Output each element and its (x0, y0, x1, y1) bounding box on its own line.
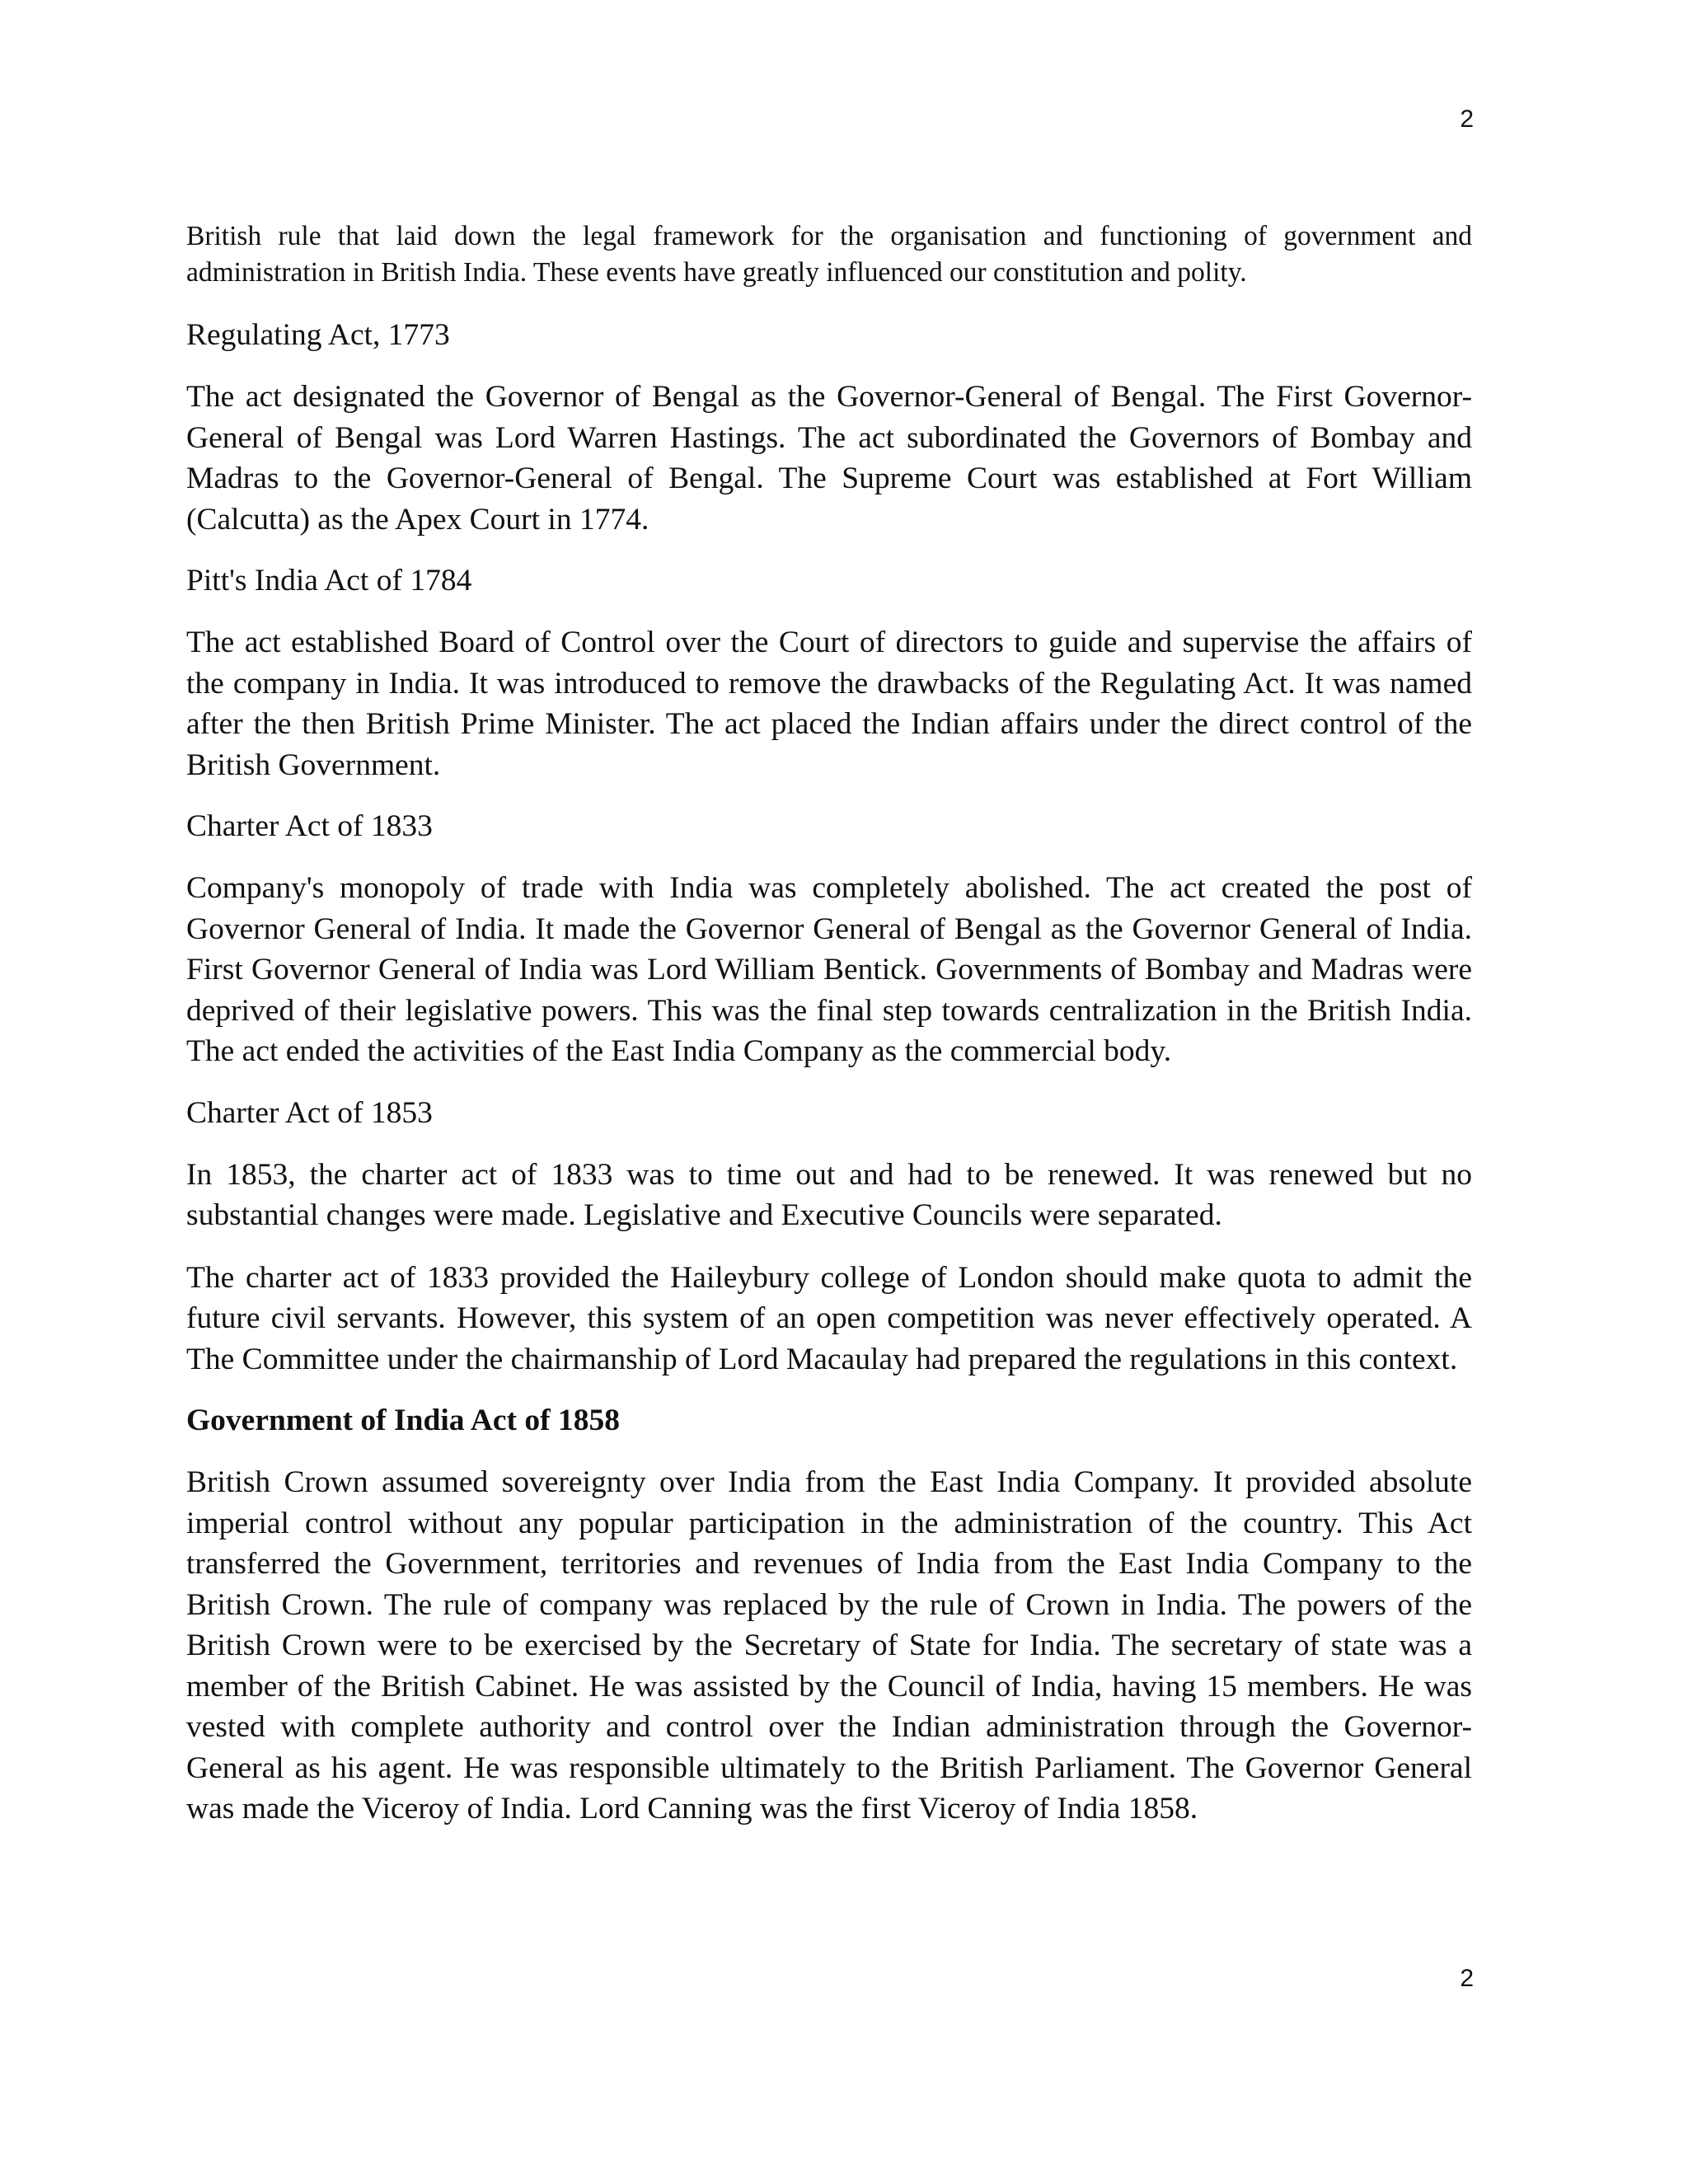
paragraph-charter-act-1853-a: In 1853, the charter act of 1833 was to time out and had to be renewed. It was renewed but no substantial changes were made. Legislative and Executive Councils were separated. (186, 1157, 1472, 1232)
section-heading-regulating-act: Regulating Act, 1773 (186, 318, 450, 352)
document-body (186, 218, 1472, 1851)
intro-paragraph: British rule that laid down the legal framework for the organisation and functioning of government and administration in British India. These events have greatly influenced our constitution and polity. (186, 221, 1472, 288)
page-number-bottom: 2 (1460, 1965, 1474, 1992)
paragraph-goi-act-1858: British Crown assumed sovereignty over India from the East India Company. It provided absolute imperial control without any popular participation in the administration of the country. This Act transferred the Government, territories and revenues of India from the East India Company to the British Crown. The rule of company was replaced by the rule of Crown in India. The powers of the British Crown were to be exercised by the Secretary of State for India. The secretary of state was a member of the British Cabinet. He was assisted by the Council of India, having 15 members. He was vested with complete authority and control over the Indian administration through the Governor-General as his agent. He was responsible ultimately to the British Parliament. The Governor General was made the Viceroy of India. Lord Canning was the first Viceroy of India 1858. (186, 1465, 1472, 1825)
paragraph-regulating-act: The act designated the Governor of Bengal as the Governor-General of Bengal. The First Governor-General of Bengal was Lord Warren Hastings. The act subordinated the Governors of Bombay and Madras to the Governor-General of Bengal. The Supreme Court was established at Fort William (Calcutta) as the Apex Court in 1774. (186, 380, 1472, 537)
paragraph-charter-act-1833: Company's monopoly of trade with India was completely abolished. The act created the post of Governor General of India. It made the Governor General of Bengal as the Governor General of India. First Governor General of India was Lord William Bentick. Governments of Bombay and Madras were deprived of their legislative powers. This was the final step towards centralization in the British India. The act ended the activities of the East India Company as the commercial body. (186, 871, 1472, 1068)
section-heading-charter-act-1833: Charter Act of 1833 (186, 809, 433, 843)
paragraph-pitts-india-act: The act established Board of Control over the Court of directors to guide and supervise the affairs of the company in India. It was introduced to remove the drawbacks of the Regulating Act. It was named after the then British Prime Minister. The act placed the Indian affairs under the direct control of the British Government. (186, 626, 1472, 782)
section-heading-pitts-india-act: Pitt's India Act of 1784 (186, 564, 472, 598)
page-number-top: 2 (1460, 105, 1474, 133)
section-heading-charter-act-1853: Charter Act of 1853 (186, 1095, 433, 1130)
paragraph-charter-act-1853-b: The charter act of 1833 provided the Haileybury college of London should make quota to admit the future civil servants. However, this system of an open competition was never effectively operated. A The Committee under the chairmanship of Lord Macaulay had prepared the regulations in this context. (186, 1260, 1472, 1376)
section-heading-goi-act-1858: Government of India Act of 1858 (186, 1404, 621, 1437)
